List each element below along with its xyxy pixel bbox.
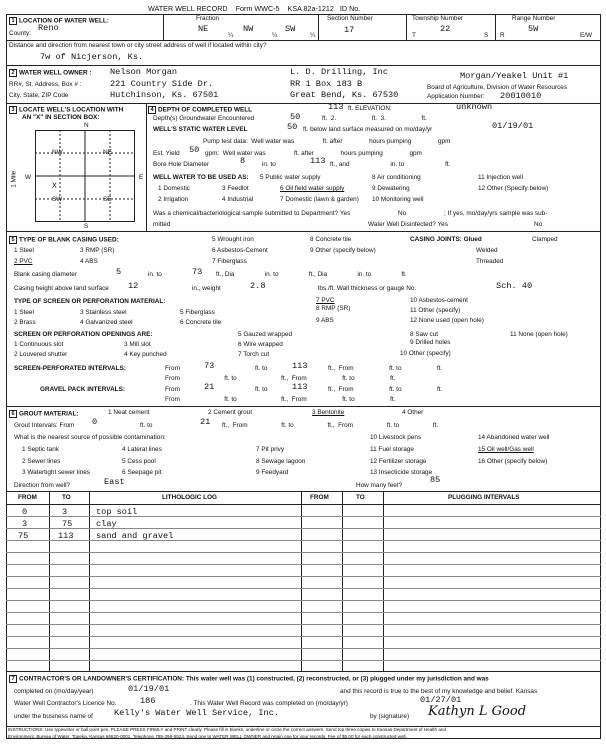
weight-label: in., weight — [192, 285, 221, 292]
owner-city-2[interactable]: Great Bend, Ks. 67530 — [290, 90, 399, 100]
source-label: What is the nearest source of possible contamination: — [14, 434, 166, 441]
well-depth[interactable]: 113 — [328, 102, 344, 112]
gravel-to[interactable]: 113 — [292, 382, 308, 392]
grout-rest: ft., From ft. to ft., From ft. to ft. — [222, 422, 439, 429]
bore-to[interactable]: 113 — [310, 156, 326, 166]
yield-rest: gpm: Well water was ft. after hours pumping gpm — [205, 150, 422, 157]
mitted-label: mitted — [153, 221, 171, 228]
opening-option[interactable]: 7 Torch cut — [238, 351, 270, 358]
joint-option[interactable]: Threaded — [476, 258, 504, 265]
section-number[interactable]: 17 — [344, 25, 355, 35]
log-row-from[interactable]: 0 — [22, 507, 28, 517]
source-option-selected[interactable]: 15 Oil well/Gas well — [478, 446, 534, 453]
casing-option[interactable]: 7 Fiberglass — [212, 258, 247, 265]
chem-rest: ; If yes, mo/day/yrs sample was sub- — [444, 210, 548, 217]
use-option[interactable]: 9 Dewatering — [372, 185, 410, 192]
owner-address[interactable]: 221 Country Side Dr. — [110, 79, 214, 89]
log-row-to[interactable]: 3 — [62, 507, 68, 517]
direction-value[interactable]: East — [104, 477, 125, 487]
groundwater-1[interactable]: 50 — [290, 112, 301, 122]
owner-address-2[interactable]: RR 1 Box 183 B — [290, 79, 363, 89]
license-rest: . This Water Well Record was completed on (mo/day/yr) — [190, 700, 348, 707]
distance-value[interactable]: 7w of Nicjerson, Ks. — [40, 52, 144, 62]
source-option[interactable]: 10 Livestock pens — [370, 434, 422, 441]
use-option[interactable]: 7 Domestic (lawn & garden) — [280, 196, 359, 203]
completed-label: completed on (mo/day/year) — [14, 688, 94, 695]
static-label: WELL'S STATIC WATER LEVEL — [153, 126, 248, 133]
screen-option[interactable]: 9 ABS — [316, 317, 334, 324]
opening-option[interactable]: 11 None (open hole) — [510, 331, 568, 338]
use-option[interactable]: 2 Irrigation — [158, 196, 189, 203]
compass-e: E — [139, 174, 144, 181]
grout-option[interactable]: 4 Other — [402, 409, 424, 416]
fraction-3[interactable]: SW — [285, 24, 296, 34]
license-label: Water Well Contractor's Licence No. — [14, 700, 117, 707]
quarter-mark: ¼ — [228, 32, 234, 39]
sec4-label: 4 DEPTH OF COMPLETED WELL — [148, 106, 252, 114]
quarter-mark: ¼ — [272, 32, 278, 39]
sec3-label: 3 LOCATE WELL'S LOCATION WITH — [9, 106, 123, 114]
source-option[interactable]: 8 Sewage lagoon — [256, 458, 306, 465]
compass-s: S — [84, 223, 89, 230]
log-grid-line — [6, 648, 601, 649]
openings-label: SCREEN OR PERFORATION OPENINGS ARE: — [14, 331, 153, 338]
log-grid-line — [6, 552, 601, 553]
header — [148, 5, 360, 12]
casing-option[interactable]: 8 Concrete tile — [310, 236, 352, 243]
log-grid-line — [6, 624, 601, 625]
sec2-label: 2 WATER WELL OWNER : — [9, 69, 92, 77]
township-prefix: T — [412, 32, 416, 39]
static-level[interactable]: 50 — [287, 122, 298, 132]
log-header-plug: PLUGGING INTERVALS — [448, 494, 520, 501]
elevation-label: ft. ELEVATION: — [348, 105, 392, 112]
use-option[interactable]: 10 Monitoring well — [372, 196, 424, 203]
log-header-from-2: FROM — [310, 494, 329, 501]
compass-n: N — [84, 122, 89, 129]
sec3-label-2: AN "X" IN SECTION BOX: — [22, 114, 100, 121]
opening-option[interactable]: 3 Mill slot — [124, 341, 151, 348]
ksa-ref: KSA 82a-1212 — [287, 4, 334, 13]
static-date[interactable]: 01/19/01 — [492, 121, 534, 131]
log-row-from[interactable]: 3 — [22, 519, 28, 529]
gravel-row2: From ft. to ft., From ft. to ft. — [165, 396, 396, 403]
opening-option[interactable]: 2 Louvered shutter — [14, 351, 68, 358]
source-option[interactable]: 12 Fertilizer storage — [370, 458, 427, 465]
opening-option[interactable]: 8 Saw cut — [410, 331, 439, 338]
blank-rest: ft., Dia in. to ft., Dia in. to ft. — [216, 271, 407, 278]
township-s: S — [484, 32, 489, 39]
business-name[interactable]: Kelly's Water Well Service, Inc. — [114, 708, 280, 718]
static-rest: ft. below land surface measured on mo/day/yr — [303, 126, 433, 133]
log-row-desc[interactable]: clay — [96, 519, 117, 529]
grout-option-selected[interactable]: 3 Bentonite — [312, 409, 345, 416]
feet-label: How many feet? — [356, 482, 403, 489]
pump-test-label: Pump test data: Well water was ft. after hours pumping gpm — [203, 138, 451, 145]
chem-no[interactable]: No — [398, 210, 407, 217]
bore-mid: in. to — [262, 161, 276, 168]
casing-joints-label: CASING JOINTS: Glued — [410, 236, 482, 243]
source-option[interactable]: 4 Lateral lines — [122, 446, 162, 453]
screen-option-selected[interactable]: 7 PVC — [316, 297, 335, 304]
disinfected-no[interactable]: No — [534, 221, 543, 228]
sec1-label: 1 LOCATION OF WATER WELL: — [9, 17, 109, 25]
joint-option[interactable]: Clamped — [532, 236, 558, 243]
form-title: WATER WELL RECORD — [148, 4, 228, 13]
screen-option[interactable]: 4 Galvanized steel — [80, 319, 133, 326]
source-option[interactable]: 5 Cess pool — [122, 458, 156, 465]
footer-line-1: INSTRUCTIONS: Use typewriter or ball point pen. PLEASE PRESS FIRMLY and PRINT clearly. Please fill in blanks, underline or circle the correct answers. Send top three copies to Kansas Department of Health and — [8, 727, 447, 732]
gravel-from[interactable]: 21 — [204, 382, 215, 392]
casing-height[interactable]: 12 — [128, 281, 139, 291]
completed-date[interactable]: 01/19/01 — [128, 684, 170, 694]
yield-label: Est. Yield — [153, 150, 180, 157]
section-box[interactable] — [35, 130, 135, 222]
screen-option[interactable]: 12 None used (open hole) — [410, 317, 484, 324]
fraction-2[interactable]: NW — [243, 24, 254, 34]
address-label: RR#, St. Address, Box # : — [9, 81, 82, 88]
fraction-label: Fraction — [196, 15, 220, 22]
screen-option[interactable]: 10 Asbestos-cement — [410, 297, 468, 304]
casing-option[interactable]: 5 Wrought iron — [212, 236, 254, 243]
blank-to[interactable]: 73 — [192, 267, 203, 277]
log-row-from[interactable]: 75 — [18, 531, 29, 541]
grout-option[interactable]: 2 Cement grout — [208, 409, 253, 416]
screen-option[interactable]: 1 Steel — [14, 309, 34, 316]
county-label: County: — [9, 30, 32, 37]
township-number[interactable]: 22 — [440, 24, 451, 34]
section-label: Section Number — [327, 15, 373, 22]
log-header-to: TO — [62, 494, 71, 501]
quadrant-se: SE — [103, 196, 112, 203]
form-number: Form WWC-5 — [235, 4, 280, 13]
log-grid-line — [6, 636, 601, 637]
log-row-to[interactable]: 113 — [58, 531, 74, 541]
bore-label: Bore Hole Diameter — [153, 161, 210, 168]
gravel-rest: ft., From ft. to ft. — [328, 386, 443, 393]
screen-label: TYPE OF SCREEN OR PERFORATION MATERIAL: — [14, 298, 166, 305]
blank-diameter[interactable]: 5 — [116, 267, 122, 277]
casing-option[interactable]: 6 Asbestos-Cement — [212, 247, 268, 254]
signature: Kathyn L Good — [428, 704, 527, 719]
use-option[interactable]: 11 Injection well — [478, 174, 523, 181]
source-option[interactable]: 13 Insecticide storage — [370, 469, 433, 476]
screen-option[interactable]: 3 Stainless steel — [80, 309, 127, 316]
groundwater-rest: ft. 2. ft. 3. ft. — [322, 115, 427, 122]
source-option[interactable]: 3 Watertight sewer lines — [22, 469, 90, 476]
sec7-line1: 7 CONTRACTOR'S OR LANDOWNER'S CERTIFICATION: This water well was (1) constructed, (2) reconstructed, or (3) plugged under my jurisdiction and was — [9, 675, 489, 683]
source-option[interactable]: 2 Sewer lines — [22, 458, 61, 465]
screen-from[interactable]: 73 — [204, 361, 215, 371]
casing-option[interactable]: 4 ABS — [80, 258, 98, 265]
range-ew: E/W — [580, 32, 593, 39]
source-option[interactable]: 6 Seepage pit — [122, 469, 162, 476]
use-option[interactable]: 5 Public water supply — [260, 174, 321, 181]
sec5-label: 5 TYPE OF BLANK CASING USED: — [9, 236, 119, 244]
joint-option[interactable]: Welded — [476, 247, 498, 254]
license-number[interactable]: 186 — [140, 696, 156, 706]
log-grid-line — [6, 612, 601, 613]
county-value[interactable]: Reno — [38, 23, 59, 33]
distance-label: Distance and direction from nearest town or city street address of well if located within city? — [9, 42, 267, 49]
gauge-number[interactable]: Sch. 40 — [496, 281, 533, 291]
opening-option[interactable]: 9 Drilled holes — [410, 339, 451, 346]
use-option[interactable]: 12 Other (Specify below) — [478, 185, 549, 192]
app-number[interactable]: 20010010 — [500, 91, 542, 101]
grout-to-label: ft. to — [140, 422, 153, 429]
log-row-desc[interactable]: sand and gravel — [96, 531, 174, 541]
source-option[interactable]: 1 Septic tank — [22, 446, 59, 453]
grout-int-label: Grout Intervals: From — [14, 422, 75, 429]
range-label: Range Number — [512, 15, 556, 22]
sec6-label: 6 GROUT MATERIAL: — [9, 410, 79, 418]
weight-rest: lbs./ft. Wall thickness or gauge No. — [318, 285, 417, 292]
range-prefix: R — [500, 32, 505, 39]
board-label: Board of Agriculture, Division of Water Resources — [427, 84, 568, 91]
screen-row2: From ft. to ft., From ft. to ft. — [165, 375, 396, 382]
screen-option[interactable]: 8 RMP (SR) — [316, 305, 351, 312]
log-row-desc[interactable]: top soil — [96, 507, 138, 517]
use-option[interactable]: 8 Air conditioning — [372, 174, 421, 181]
screen-option[interactable]: 5 Fiberglass — [180, 309, 215, 316]
owner-name-2[interactable]: L. D. Drilling, Inc — [290, 67, 388, 77]
elevation-value[interactable]: unknown — [456, 102, 493, 112]
screen-option[interactable]: 11 Other (specify) — [410, 307, 461, 314]
signature-label: by (signature) — [370, 713, 410, 720]
use-option-selected[interactable]: 6 Oil field water supply — [280, 185, 345, 192]
casing-option[interactable]: 3 RMP (SR) — [80, 247, 115, 254]
log-grid-line — [6, 588, 601, 589]
casing-option[interactable]: 1 Steel — [14, 247, 34, 254]
log-header-to-2: TO — [356, 494, 365, 501]
screen-option[interactable]: 6 Concrete tile — [180, 319, 222, 326]
use-option[interactable]: 1 Domestic — [158, 185, 190, 192]
direction-label: Direction from well? — [14, 482, 71, 489]
log-grid-line — [6, 660, 601, 661]
completed-rest: and this record is true to the best of my knowledge and belief. Kansas — [340, 688, 538, 695]
quarter-mark: ¼ — [310, 32, 316, 39]
opening-option[interactable]: 5 Gauzed wrapped — [238, 331, 293, 338]
log-header-from: FROM — [18, 494, 37, 501]
casing-option-selected[interactable]: 2 PVC — [14, 258, 33, 265]
record-date[interactable]: 01/27/01 — [420, 695, 462, 705]
quadrant-sw: SW — [52, 196, 63, 203]
mile-label: 1 Mile — [10, 170, 18, 188]
range-number[interactable]: 5W — [528, 24, 539, 34]
source-option[interactable]: 14 Abandoned water well — [478, 434, 550, 441]
owner-city[interactable]: Hutchinson, Ks. 67501 — [110, 90, 219, 100]
screen-rest: ft., From ft. to ft. — [328, 365, 443, 372]
log-header-litho: LITHOLOGIC LOG — [162, 494, 218, 501]
bore-rest: ft., and in. to ft. — [330, 161, 451, 168]
owner-name[interactable]: Nelson Morgan — [110, 67, 178, 77]
chem-label: Was a chemical/bacteriological sample submitted to Department? Yes — [153, 210, 351, 217]
footer-line-2: Environment, Bureau of Water, Topeka, Kansas 66620-0001. Telephone 785-296-5524. Send one to WATER WELL OWNER and retain one for your records. Fee of $5.00 for each constructed well. — [8, 734, 407, 739]
compass-w: W — [25, 174, 32, 181]
business-label: under the business name of — [14, 713, 93, 720]
casing-weight[interactable]: 2.8 — [250, 281, 266, 291]
city-label: City, State, ZIP Code — [9, 92, 69, 99]
casing-option[interactable]: 9 Other (specify below) — [310, 247, 376, 254]
township-label: Township Number — [412, 15, 464, 22]
disinfected-label: Water Well Disinfected? Yes — [368, 221, 448, 228]
fraction-1[interactable]: NE — [198, 24, 209, 34]
opening-option[interactable]: 10 Other (specify) — [400, 350, 451, 357]
source-option[interactable]: 7 Pit privy — [256, 446, 285, 453]
yield-value[interactable]: 50 — [189, 145, 200, 155]
grout-to[interactable]: 21 — [200, 417, 211, 427]
source-option[interactable]: 16 Other (specify below) — [478, 458, 548, 465]
height-label: Casing height above land surface — [14, 285, 109, 292]
gravel-label: GRAVEL PACK INTERVALS: — [40, 386, 125, 393]
source-option[interactable]: 11 Fuel storage — [370, 446, 414, 453]
unit-name[interactable]: Morgan/Yeakel Unit #1 — [460, 71, 569, 81]
blank-dia-label: Blank casing diameter — [14, 271, 77, 278]
bore-diameter[interactable]: 8 — [240, 156, 246, 166]
feet-value[interactable]: 85 — [430, 475, 441, 485]
location-x-mark: X — [52, 182, 57, 191]
use-label: WELL WATER TO BE USED AS: — [153, 174, 249, 181]
groundwater-label: Depth(s) Groundwater Encountered — [153, 115, 255, 122]
opening-option[interactable]: 6 Wire wrapped — [238, 341, 283, 348]
opening-option[interactable]: 4 Key punched — [124, 351, 167, 358]
screen-to[interactable]: 113 — [292, 361, 308, 371]
opening-option[interactable]: 1 Continuous slot — [14, 341, 64, 348]
quadrant-ne: NE — [103, 149, 112, 156]
use-option[interactable]: 4 Industrial — [222, 196, 254, 203]
grout-from[interactable]: 0 — [92, 417, 98, 427]
quadrant-nw: NW — [52, 149, 63, 156]
source-option[interactable]: 9 Feedyard — [256, 469, 289, 476]
log-grid-line — [6, 576, 601, 577]
log-grid-line — [6, 600, 601, 601]
log-grid-line — [6, 564, 601, 565]
app-label: Application Number: — [427, 93, 485, 100]
screen-option[interactable]: 2 Brass — [14, 319, 36, 326]
use-option[interactable]: 3 Feedlot — [222, 185, 249, 192]
log-row-to[interactable]: 75 — [62, 519, 73, 529]
screen-intervals-label: SCREEN-PERFORATED INTERVALS: — [14, 365, 126, 372]
grout-option[interactable]: 1 Neat cement — [108, 409, 150, 416]
id-label: ID No. — [339, 4, 361, 13]
